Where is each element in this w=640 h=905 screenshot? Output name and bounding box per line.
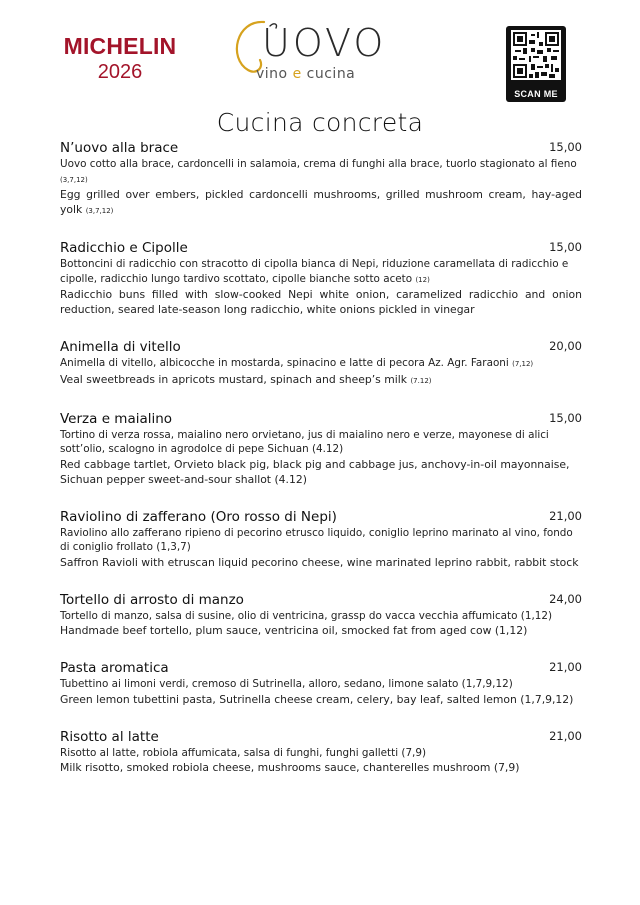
- qr-scan-label: SCAN ME: [514, 89, 558, 99]
- dish-description-it: Bottoncini di radicchio con stracotto di cipolla bianca di Nepi, riduzione caramellata di radicchio e cipolle, radicchio lungo tardivo scottato, cipolle bianche sotto aceto (12): [60, 258, 569, 285]
- dish-name: Raviolino di zafferano (Oro rosso di Nepi): [60, 508, 337, 525]
- michelin-brand: MICHELIN: [63, 33, 177, 59]
- dish-name: N’uovo alla brace: [60, 140, 179, 156]
- qr-code[interactable]: [506, 26, 566, 102]
- logo-tagline-e: e: [292, 66, 302, 82]
- logo-tagline: [256, 66, 355, 82]
- dish-name: Tortello di arrosto di manzo: [60, 591, 244, 608]
- dish-price: 15,00: [549, 410, 582, 425]
- menu-item: [60, 339, 582, 389]
- dish-price: 20,00: [549, 339, 582, 353]
- dish-price: 21,00: [549, 728, 582, 743]
- allergens: (7.12): [410, 376, 432, 385]
- qr-code-icon: [511, 30, 561, 80]
- dish-description-en: Veal sweetbreads in apricots mustard, spinach and sheep’s milk (7.12): [60, 372, 432, 386]
- restaurant-logo: [230, 18, 400, 88]
- dish-description-it: Uovo cotto alla brace, cardoncelli in salamoia, crema di funghi alla brace, tuorlo stagionato al fieno (3,7,12): [60, 158, 577, 184]
- dish-price: 24,00: [549, 591, 582, 606]
- menu-item: [60, 411, 582, 487]
- dish-description-en: Milk risotto, smoked robiola cheese, mushrooms sauce, chanterelles mushroom (7,9): [60, 761, 520, 774]
- dish-description-it: Raviolino allo zafferano ripieno di pecorino etrusco liquido, coniglio leprino marinato al vino, fondo di coniglio frollato (1,3,7): [60, 526, 573, 553]
- allergens: (3,7,12): [60, 175, 88, 184]
- dish-description-en: Saffron Ravioli with etruscan liquid pecorino cheese, wine marinated leprino rabbit, rabbit stock: [60, 555, 579, 569]
- logo-wordmark: UOVO: [262, 21, 387, 65]
- dish-description-it: Animella di vitello, albicocche in mostarda, spinacino e latte di pecora Az. Agr. Faraoni (7,12): [60, 357, 534, 369]
- dish-description-it: Risotto al latte, robiola affumicata, salsa di funghi, funghi galletti (7,9): [60, 746, 427, 759]
- michelin-year: 2026: [97, 61, 143, 84]
- dish-price: 21,00: [549, 660, 582, 674]
- dish-description-it: Tubettino ai limoni verdi, cremoso di Sutrinella, alloro, sedano, limone salato (1,7,9,12): [60, 678, 513, 690]
- dish-description-en: Egg grilled over embers, pickled cardoncelli mushrooms, grilled mushroom cream, hay-aged yolk (3,7,12): [60, 188, 582, 216]
- dish-price: 15,00: [549, 140, 582, 154]
- dish-name: Animella di vitello: [60, 339, 181, 355]
- menu-item: [60, 140, 582, 219]
- menu-item: [60, 509, 582, 570]
- menu-list: [60, 140, 582, 775]
- dish-name: Risotto al latte: [60, 728, 159, 745]
- dish-price: 15,00: [549, 240, 582, 254]
- menu-item: [60, 592, 582, 639]
- dish-description-en: Handmade beef tortello, plum sauce, ventricina oil, smocked fat from aged cow (1,12): [60, 624, 528, 637]
- dish-name: Radicchio e Cipolle: [60, 240, 188, 256]
- menu-item: [60, 240, 582, 317]
- dish-price: 21,00: [549, 508, 582, 523]
- dish-description-en: Red cabbage tartlet, Orvieto black pig, black pig and cabbage jus, anchovy-in-oil mayonnaise, Sichuan pepper sweet-and-sour shallot (4.12): [60, 457, 570, 486]
- michelin-badge: [60, 34, 180, 83]
- allergens: (7,12): [512, 360, 534, 368]
- menu-item: [60, 729, 582, 776]
- allergens: (3,7,12): [85, 207, 114, 215]
- dish-description-it: Tortello di manzo, salsa di susine, olio di ventricina, grassp do vacca vecchia affumicato (1,12): [60, 609, 553, 622]
- logo-tagline-cucina: cucina: [306, 66, 356, 82]
- dish-description-en: Radicchio buns filled with slow-cooked Nepi white onion, caramelized radicchio and onion reduction, seared late-season long radicchio, white onions pickled in vinegar: [60, 288, 582, 316]
- menu-item: [60, 660, 582, 707]
- dish-name: Verza e maialino: [60, 410, 173, 427]
- logo-tagline-vino: vino: [256, 66, 288, 82]
- dish-name: Pasta aromatica: [60, 660, 169, 676]
- section-title: Cucina concreta: [216, 108, 424, 137]
- dish-description-en: Green lemon tubettini pasta, Sutrinella cheese cream, celery, bay leaf, salted lemon (1,7,9,12): [60, 692, 574, 706]
- dish-description-it: Tortino di verza rossa, maialino nero orvietano, jus di maialino nero e verze, mayonese di alici sott’olio, scalogno in agrodolce di pepe Sichuan (4.12): [60, 428, 549, 455]
- allergens: (12): [415, 275, 430, 284]
